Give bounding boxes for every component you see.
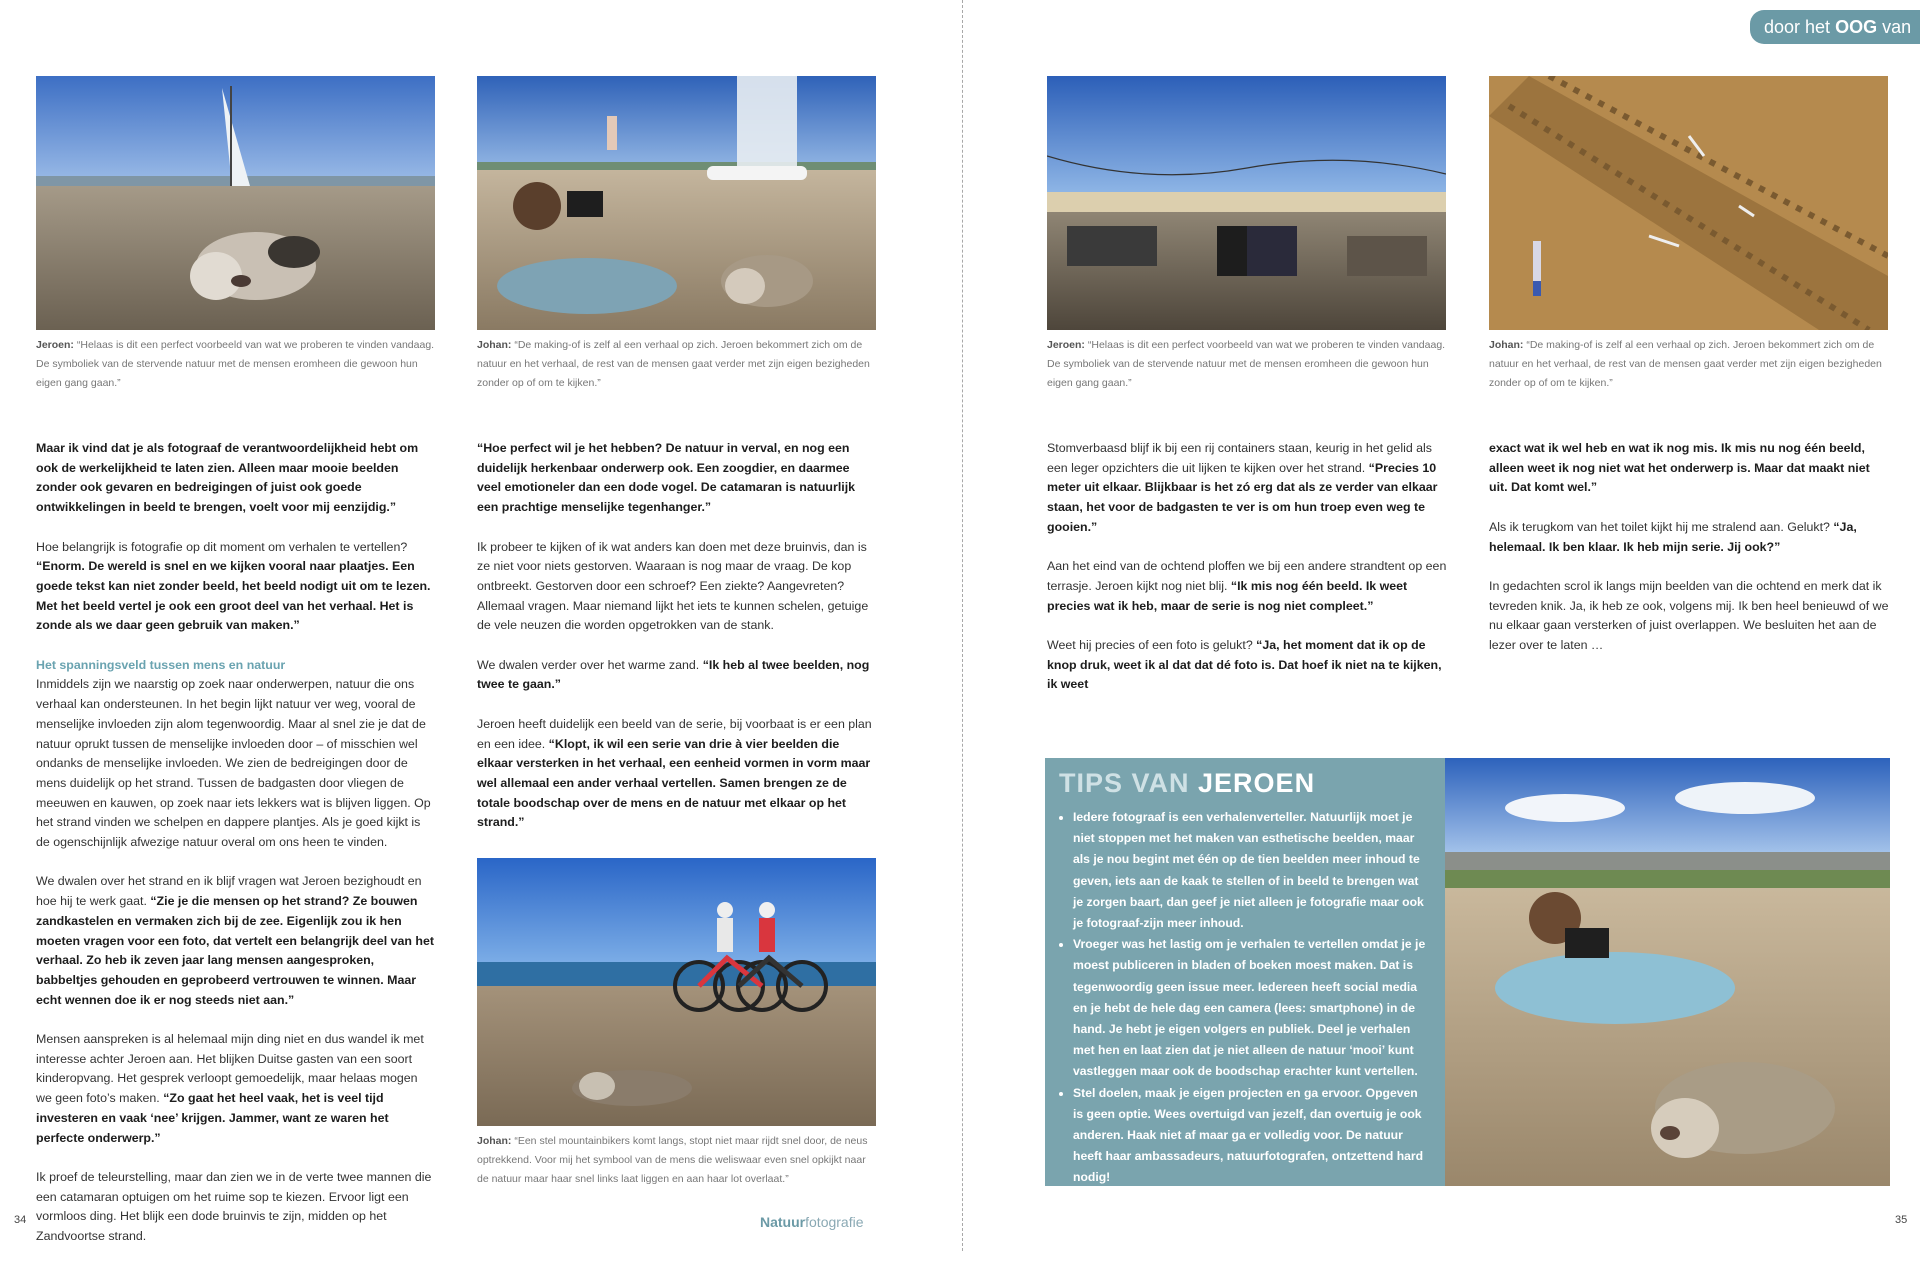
caption-speaker: Johan:: [477, 1135, 512, 1147]
question-text: We dwalen over het strand en ik blijf vragen wat Jeroen bezighoudt en hoe hij te werk gaat.: [36, 874, 422, 909]
text-column-3: [1047, 439, 1447, 715]
paragraph: [477, 656, 877, 695]
tip-item: • Stel doelen, maak je eigen projecten en ga ervoor. Opgeven is geen optie. Wees overtuigd van jezelf, dan overtuig je ook anderen. Haak niet af maar ga er volledig voor. De natuur heeft haar ambassadeurs, natuurfotografen, ontzettend hard nodig!: [1073, 1083, 1431, 1189]
answer-text: “Zie je die mensen op het strand? Ze bouwen zandkastelen en vermaken zich bij de zee. Eigenlijk zou ik hen moeten vragen voor een foto, dat vertelt een belangrijk deel van het verhaal. Zo heb ik zeven jaar lang mensen aangesproken, babbeltjes gehouden en geprobeerd vertrouwen te winnen. Maar echt wennen doe ik er nog steeds niet aan.”: [36, 894, 434, 1007]
paragraph: Maar ik vind dat je als fotograaf de verantwoordelijkheid hebt om ook de werkelijkheid te laten zien. Alleen maar mooie beelden zonder ook gevaren en bedreigingen of juist ook goede ontwikkelingen in beeld te brengen, voelt voor mij eenzijdig.”: [36, 441, 419, 515]
photo-terrace: [1047, 76, 1446, 330]
paragraph: [36, 1030, 436, 1148]
caption-speaker: Jeroen:: [36, 339, 74, 351]
caption-speaker: Jeroen:: [1047, 339, 1085, 351]
magazine-name-light: fotografie: [805, 1214, 864, 1230]
photo-sand-tracks: [1489, 76, 1888, 330]
photo-mountainbikers-image: [477, 858, 876, 1126]
photo-sand-tracks-image: [1489, 76, 1888, 330]
photo-5-caption: [1489, 336, 1889, 393]
photo-1-caption: [36, 336, 436, 393]
paragraph: [36, 538, 436, 637]
page-number-right: 35: [1895, 1214, 1908, 1226]
right-page: [963, 0, 1920, 1251]
section-tag: [1750, 10, 1920, 44]
subheading: Het spanningsveld tussen mens en natuur: [36, 657, 286, 672]
photo-making-of: [477, 76, 876, 330]
question-text: Weet hij precies of een foto is gelukt?: [1047, 638, 1253, 652]
paragraph: [36, 872, 436, 1010]
answer-text: “Precies 10 meter uit elkaar. Blijkbaar is het zó erg dat als ze verder van elkaar staan, het voor de badgasten te ver is om hun troep even weg te gooien.”: [1047, 460, 1438, 534]
caption-speaker: Johan:: [477, 339, 512, 351]
tips-title: [1059, 768, 1431, 799]
caption-text: “De making-of is zelf al een verhaal op zich. Jeroen bekommert zich om de natuur en het verhaal, de rest van de mensen gaat verder met zijn eigen bezigheden zonder op of om te kijken.”: [477, 339, 870, 389]
answer-text: “Klopt, ik wil een serie van drie à vier beelden die elkaar versterken in het verhaal, een eenheid vormen in vorm maar wel allemaal een ander verhaal vertellen. Samen brengen ze de totale boodschap over de mens en de natuur met elkaar op het strand.”: [477, 736, 871, 830]
photo-3-caption: [477, 1132, 879, 1189]
caption-text: “De making-of is zelf al een verhaal op zich. Jeroen bekommert zich om de natuur en het verhaal, de rest van de mensen gaat verder met zijn eigen bezigheden zonder op of om te kijken.”: [1489, 339, 1882, 389]
question-text: Stomverbaasd blijf ik bij een rij containers staan, keurig in het gelid als een leger opzichters die uit lijken te kijken over het strand.: [1047, 441, 1432, 475]
answer-text: “Ik mis nog één beeld. Ik weet precies wat ik heb, maar de serie is nog niet compleet.”: [1047, 578, 1408, 613]
answer-text: “Ik heb al twee beelden, nog twee te gaan.”: [477, 657, 870, 692]
paragraph: [1047, 439, 1447, 538]
photo-terrace-image: [1047, 76, 1446, 330]
paragraph: [1047, 636, 1447, 695]
page-number-left: 34: [14, 1214, 27, 1226]
tip-item: • Vroeger was het lastig om je verhalen te vertellen omdat je je moest publiceren in bladen of boeken moest maken. Dat is tegenwoordig geen issue meer. Iedereen heeft social media en je hebt de hele dag een camera (lees: smartphone) in de hand. Je hebt je eigen volgers en publiek. Deel je verhalen met hen en laat zien dat je niet alleen de natuur ‘mooi’ kunt vastleggen maar ook de boodschap erachter kunt vertellen.: [1073, 934, 1431, 1082]
section-tag-pre: door het: [1764, 17, 1836, 37]
question-text: Aan het eind van de ochtend ploffen we bij een andere strandtent op een terrasje. Jeroen kijkt nog niet blij.: [1047, 559, 1447, 593]
photo-making-of-image: [477, 76, 876, 330]
question-text: We dwalen verder over het warme zand.: [477, 657, 700, 672]
text-column-1: [36, 439, 436, 1266]
tip-item: • Iedere fotograaf is een verhalenverteller. Natuurlijk moet je niet stoppen met het maken van esthetische beelden, maar als je nou begint met één op de tien beelden meer inhoud te geven, iets aan de kaak te stellen of in beeld te brengen wat je zorgen baart, dan geef je niet alleen je fotografie maar ook je fotograaf-zijn meer inhoud.: [1073, 807, 1431, 934]
magazine-name: [760, 1214, 864, 1230]
magazine-name-bold: Natuur: [760, 1214, 806, 1230]
photo-4-caption: [1047, 336, 1447, 393]
paragraph: [1489, 518, 1889, 557]
answer-text: “Ja, helemaal. Ik ben klaar. Ik heb mijn serie. Jij ook?”: [1489, 519, 1857, 554]
tips-title-name: JEROEN: [1198, 768, 1316, 798]
photo-porpoise-catamaran: [36, 76, 435, 330]
text-column-2: [477, 439, 877, 853]
tips-title-prefix: TIPS VAN: [1059, 768, 1199, 798]
caption-text: “Helaas is dit een perfect voorbeeld van wat we proberen te vinden vandaag. De symboliek van de stervende natuur met de mensen eromheen die gewoon hun eigen gang gaan.”: [1047, 339, 1446, 389]
paragraph: [1047, 557, 1447, 616]
caption-text: “Een stel mountainbikers komt langs, stopt niet maar rijdt snel door, de neus optrekkend. Voor mij het symbool van de mens die weliswaar even snel opkijkt naar de natuur maar haar snel links laat liggen en aan haar lot overlaat.”: [477, 1135, 868, 1185]
paragraph: Ik probeer te kijken of ik wat anders kan doen met deze bruinvis, dan is ze niet voor niets gestorven. Waaraan is nog maar de vraag. De kop ontbreekt. Gestorven door een schroef? Een ziekte? Aangevreten? Allemaal vragen. Maar niemand lijkt het iets te kunnen schelen, getuige de vele neuzen die worden opgetrokken van de stank.: [477, 539, 869, 633]
photo-jeroen-at-work-image: [1445, 758, 1890, 1186]
left-page: [0, 0, 962, 1251]
paragraph: Ik proef de teleurstelling, maar dan zien we in de verte twee mannen die een catamaran optuigen om het ruime sop te kiezen. Ervoor ligt een vormloos ding. Het blijk een dode bruinvis te zijn, midden op het Zandvoortse strand.: [36, 1169, 432, 1244]
caption-speaker: Johan:: [1489, 339, 1524, 351]
photo-2-caption: [477, 336, 879, 393]
question-text: Hoe belangrijk is fotografie op dit moment om verhalen te vertellen?: [36, 539, 408, 554]
answer-text: “Enorm. De wereld is snel en we kijken vooral naar plaatjes. Een goede tekst kan niet zonder beeld, het beeld nodigt uit om te lezen. Met het beeld vertel je ook een groot deel van het verhaal. Het is zonde als we daar geen gebruik van maken.”: [36, 559, 431, 633]
answer-text: “Zo gaat het heel vaak, het is veel tijd investeren en vaak ‘nee’ krijgen. Jammer, want ze waren het perfecte onderwerp.”: [36, 1091, 389, 1145]
paragraph: Inmiddels zijn we naarstig op zoek naar onderwerpen, natuur die ons verhaal kan ondersteunen. In het begin lijkt natuur ver weg, vooral de menselijke invloeden zijn alom tegenwoordig. Maar al snel zie je dat de natuur oprukt tussen de menselijke invloeden door – of misschien wel ondanks de menselijke invloeden. We zien de bedreigingen door de mens duidelijk op het strand. Tussen de badgasten door vliegen de meeuwen en kauwen, op zoek naar iets lekkers wat is blijven liggen. Op het strand vinden we schelpen en dappere plantjes. Als je goed kijkt is de ogenschijnlijk afwezige natuur overal om ons heen te vinden.: [36, 677, 431, 850]
answer-text: “Ja, het moment dat ik op de knop druk, weet ik al dat dat dé foto is. Dat hoef ik niet na te kijken, ik weet: [1047, 638, 1442, 692]
paragraph: In gedachten scrol ik langs mijn beelden van die ochtend en merk dat ik tevreden knik. Ja, ik heb ze ook, volgens mij. Ik ben heel benieuwd of we nu elkaar gaan versterken of juist overlappen. We besluiten het aan de lezer over te laten …: [1489, 578, 1889, 652]
tips-box: [1045, 758, 1445, 1186]
caption-text: “Helaas is dit een perfect voorbeeld van wat we proberen te vinden vandaag. De symboliek van de stervende natuur met de mensen eromheen die gewoon hun eigen gang gaan.”: [36, 339, 435, 389]
question-text: Jeroen heeft duidelijk een beeld van de serie, bij voorbaat is er een plan en een idee.: [477, 716, 872, 751]
paragraph: [477, 715, 877, 833]
photo-jeroen-at-work: [1445, 758, 1890, 1186]
paragraph: exact wat ik wel heb en wat ik nog mis. Ik mis nu nog één beeld, alleen weet ik nog niet wat het onderwerp is. Maar dat maakt niet uit. Dat komt wel.”: [1489, 441, 1870, 495]
paragraph: “Hoe perfect wil je het hebben? De natuur in verval, en nog een duidelijk herkenbaar onderwerp ook. Een zoogdier, en daarmee veel emotioneler dan een dode vogel. De catamaran is natuurlijk een prachtige menselijke tegenhanger.”: [477, 441, 856, 515]
question-text: Als ik terugkom van het toilet kijkt hij me stralend aan. Gelukt?: [1489, 519, 1830, 534]
section-tag-bold: OOG: [1835, 17, 1878, 37]
photo-mountainbikers: [477, 858, 876, 1126]
tips-list: [1059, 807, 1431, 1189]
text-column-4: [1489, 439, 1889, 675]
question-text: Mensen aanspreken is al helemaal mijn ding niet en dus wandel ik met interesse achter Jeroen aan. Het blijken Duitse gasten van een soort kinderopvang. Het gesprek verloopt gemoedelijk, maar helaas mogen we geen foto’s maken.: [36, 1032, 424, 1106]
photo-porpoise-catamaran-image: [36, 76, 435, 330]
section-tag-post: van: [1877, 17, 1912, 37]
